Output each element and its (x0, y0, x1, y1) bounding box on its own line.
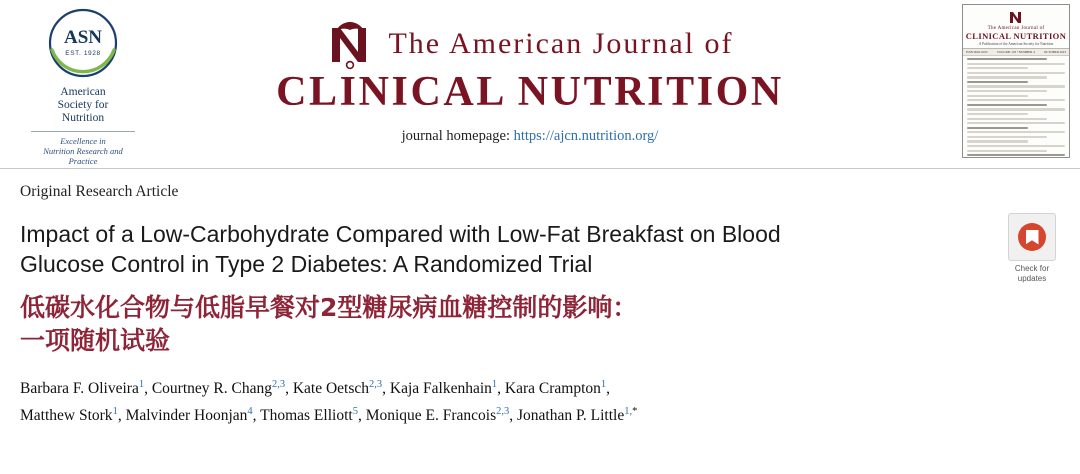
asn-society-logo (8, 6, 158, 166)
article-title-english-line-2: Glucose Control in Type 2 Diabetes: A Randomized Trial (20, 251, 593, 277)
author-affiliation-marker[interactable]: 1 (491, 379, 498, 390)
journal-homepage-link[interactable]: https://ajcn.nutrition.org/ (513, 128, 659, 144)
author-affiliation-marker[interactable]: 2,3 (496, 406, 510, 418)
article-header (0, 169, 1080, 427)
author-separator: , (509, 407, 518, 425)
asn-ring-icon (46, 6, 120, 80)
author-name[interactable]: Kate Oetsch (292, 380, 370, 398)
author-name[interactable]: Kara Crampton (504, 380, 601, 398)
author-affiliation-marker[interactable]: 4 (247, 406, 253, 418)
cover-date: OCTOBER 2023 (1044, 50, 1066, 54)
author-affiliation-marker[interactable]: 2,3 (369, 379, 383, 390)
author-separator: , (357, 407, 366, 425)
corresponding-author-marker[interactable]: * (632, 406, 638, 418)
svg-text:EST. 1928: EST. 1928 (65, 50, 101, 57)
journal-title-bottom: CLINICAL NUTRITION (276, 69, 784, 115)
author-affiliation-marker[interactable]: 1, (624, 406, 633, 418)
cover-header (963, 5, 1069, 49)
cover-contents-placeholder (963, 56, 1069, 158)
asn-tagline-line-3: Practice (68, 156, 98, 166)
cover-monogram-icon (1008, 9, 1024, 25)
author-name[interactable]: Matthew Stork (20, 407, 113, 425)
author-separator: , (117, 407, 126, 425)
article-title-chinese-line-1: 低碳水化合物与低脂早餐对2型糖尿病血糖控制的影响： (20, 293, 638, 322)
journal-title (180, 18, 880, 116)
asn-tagline (8, 136, 158, 166)
crossmark-label-line-1: Check for (1014, 264, 1050, 273)
author-list-line-1 (20, 373, 940, 400)
crossmark-label-line-2: updates (1017, 274, 1047, 283)
author-affiliation-marker[interactable]: 2,3 (271, 379, 286, 390)
author-separator: , (144, 380, 152, 398)
crossmark-bookmark-icon (1026, 230, 1039, 245)
author-affiliation-marker[interactable]: 1 (138, 379, 145, 390)
article-title-chinese (20, 291, 920, 357)
cover-issn: ISSN 0002-9165 (966, 50, 988, 54)
author-separator: , (285, 380, 293, 398)
journal-monogram-icon (326, 18, 378, 70)
author-affiliation-marker[interactable]: 1 (600, 379, 607, 390)
author-name[interactable]: Jonathan P. Little (517, 407, 625, 425)
article-title-chinese-line-2: 一项随机试验 (20, 326, 171, 355)
crossmark-label (1002, 264, 1062, 284)
author-list-line-2 (20, 400, 940, 427)
author-name[interactable]: Thomas Elliott (260, 407, 353, 425)
cover-title-main: CLINICAL NUTRITION (965, 31, 1067, 41)
author-list (20, 373, 940, 427)
asn-name-line-3: Nutrition (61, 112, 105, 124)
author-separator: , (382, 380, 390, 398)
journal-masthead (0, 0, 1080, 169)
cover-issue-bar (963, 49, 1069, 56)
journal-cover-thumbnail[interactable] (962, 4, 1070, 158)
asn-name-line-1: American (60, 86, 106, 98)
journal-title-top: The American Journal of (388, 27, 734, 60)
author-separator: , (606, 380, 611, 398)
svg-text:ASN: ASN (63, 27, 103, 48)
article-title-english (20, 219, 920, 279)
asn-society-name (8, 86, 158, 125)
author-name[interactable]: Kaja Falkenhain (389, 380, 492, 398)
check-for-updates-badge[interactable] (1002, 213, 1062, 284)
author-name[interactable]: Malvinder Hoonjan (125, 407, 248, 425)
crossmark-icon[interactable] (1008, 213, 1056, 261)
author-affiliation-marker[interactable]: 1 (112, 406, 118, 418)
author-name[interactable]: Barbara F. Oliveira (20, 380, 139, 398)
crossmark-circle-icon (1018, 223, 1046, 251)
author-name[interactable]: Monique E. Francois (365, 407, 497, 425)
asn-name-line-2: Society for (57, 99, 109, 111)
author-separator: , (497, 380, 505, 398)
asn-tagline-line-1: Excellence in (60, 136, 106, 146)
journal-homepage-label: journal homepage: (401, 128, 510, 144)
asn-tagline-line-2: Nutrition Research and (43, 146, 123, 156)
author-separator: , (252, 407, 261, 425)
cover-title-small: The American Journal of (987, 26, 1045, 31)
asn-divider (31, 131, 135, 132)
cover-volume: VOLUME 118 • NUMBER 4 (996, 50, 1035, 54)
journal-homepage (180, 128, 880, 145)
cover-subtitle: A Publication of the American Society for Nutrition (978, 42, 1054, 46)
author-name[interactable]: Courtney R. Chang (151, 380, 272, 398)
article-title-english-line-1: Impact of a Low-Carbohydrate Compared with Low-Fat Breakfast on Blood (20, 221, 781, 247)
article-type-kicker: Original Research Article (20, 183, 179, 200)
author-affiliation-marker[interactable]: 5 (352, 406, 358, 418)
